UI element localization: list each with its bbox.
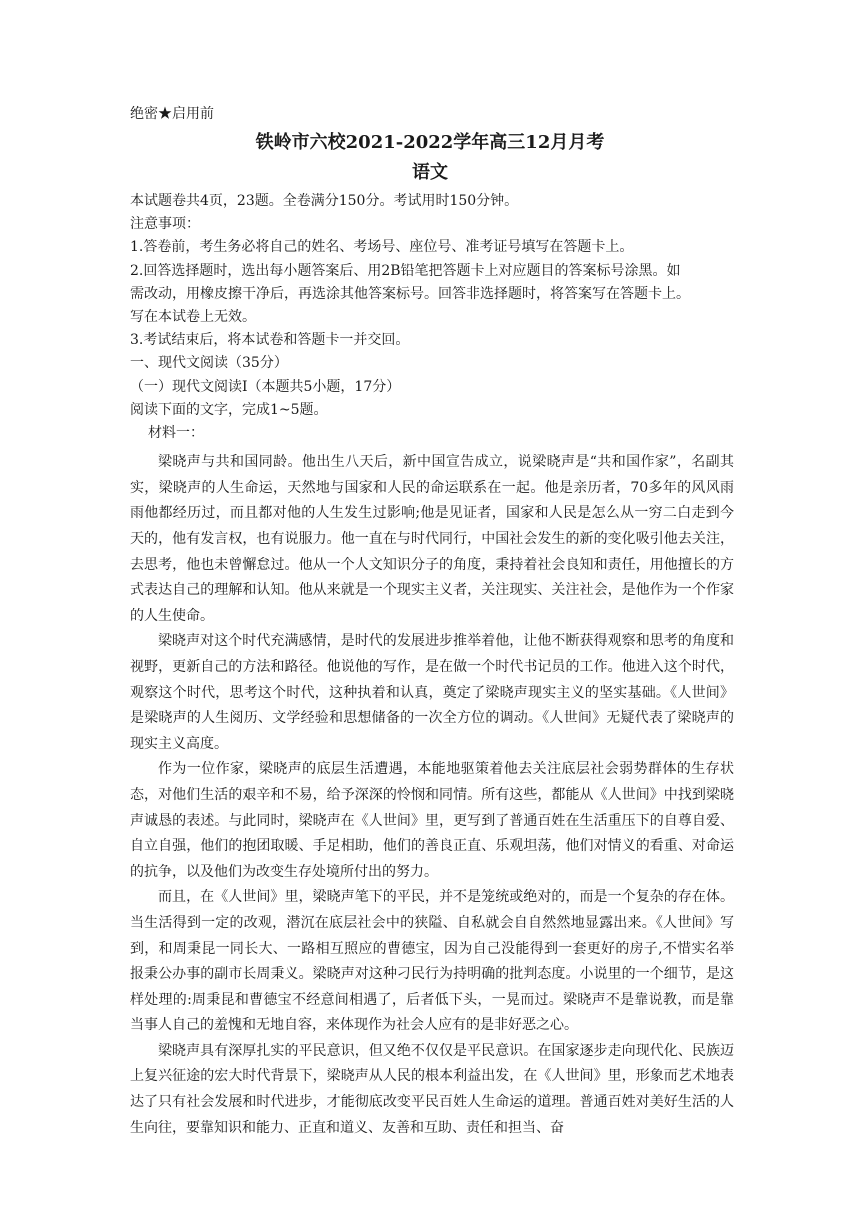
body-paragraph: 梁晓声对这个时代充满感情，是时代的发展进步推举着他，让他不断获得观察和思考的角度和视野，更新自己的方法和路径。他说他的写作，是在做一个时代书记员的工作。他进入这个时代，观察这个时代，思考这个时代，这种执着和认真，奠定了梁晓声现实主义的坚实基础。《人世间》是梁晓声的人生阅历、文学经验和思想储备的一次全方位的调动。《人世间》无疑代表了梁晓声的现实主义高度。 bbox=[130, 633, 734, 752]
confidential-mark: 绝密★启用前 bbox=[130, 106, 214, 122]
reading-prompt: 阅读下面的文字，完成1~5题。 bbox=[130, 401, 328, 418]
subsection-heading: （一）现代文阅读Ⅰ（本题共5小题，17分） bbox=[130, 378, 401, 395]
instruction-line: 1.答卷前，考生务必将自己的姓名、考场号、座位号、准考证号填写在答题卡上。 bbox=[130, 239, 634, 256]
body-paragraph: 作为一位作家，梁晓声的底层生活遭遇，本能地驱策着他去关注底层社会弱势群体的生存状态，对他们生活的艰辛和不易，给予深深的怜悯和同情。所有这些，都能从《人世间》中找到梁晓声诚恳的表述。与此同时，梁晓声在《人世间》里，更写到了普通百姓在生活重压下的自尊自爱、自立自强，他们的抱团取暖、手足相助，他们的善良正直、乐观坦荡，他们对情义的看重、对命运的抗争，以及他们为改变生存处境所付出的努力。 bbox=[130, 761, 734, 880]
instruction-line: 2.回答选择题时，选出每小题答案后、用2B铅笔把答题卡上对应题目的答案标号涂黑。如 bbox=[130, 262, 681, 279]
instruction-line: 3.考试结束后，将本试卷和答题卡一并交回。 bbox=[130, 332, 410, 349]
instruction-line: 本试题卷共4页，23题。全卷满分150分。考试用时150分钟。 bbox=[130, 193, 519, 209]
body-paragraph: 梁晓声与共和国同龄。他出生八天后，新中国宣告成立，说梁晓声是“共和国作家”，名副其实，梁晓声的人生命运，天然地与国家和人民的命运联系在一起。他是亲历者，70多年的风风雨雨他都经历过，而且都对他的人生发生过影响;他是见证者，国家和人民是怎么从一穷二白走到今天的，他有发言权，也有说服力。他一直在与时代同行，中国社会发生的新的变化吸引他去关注，去思考，他也未曾懈怠过。他从一个人文知识分子的角度，秉持着社会良知和责任，用他擅长的方式表达自己的理解和认知。他从来就是一个现实主义者，关注现实、关注社会，是他作为一个作家的人生使命。 bbox=[130, 454, 734, 624]
material-label: 材料一： bbox=[148, 425, 204, 442]
instruction-line: 写在本试卷上无效。 bbox=[130, 309, 256, 326]
instruction-line: 注意事项： bbox=[130, 216, 200, 233]
subject-title: 语文 bbox=[412, 162, 448, 183]
document-body bbox=[130, 190, 734, 1141]
instruction-line: 需改动，用橡皮擦干净后，再选涂其他答案标号。回答非选择题时，将答案写在答题卡上。 bbox=[130, 285, 690, 302]
body-paragraph: 梁晓声具有深厚扎实的平民意识，但又绝不仅仅是平民意识。在国家逐步走向现代化、民族迈上复兴征途的宏大时代背景下，梁晓声从人民的根本利益出发，在《人世间》里，形象而艺术地表达了只有社会发展和时代进步，才能彻底改变平民百姓人生命运的道理。普通百姓对美好生活的人生向往，要靠知识和能力、正直和道义、友善和互助、责任和担当、奋 bbox=[130, 1042, 734, 1136]
exam-title: 铁岭市六校2021-2022学年高三12月月考 bbox=[255, 132, 605, 153]
body-paragraph: 而且，在《人世间》里，梁晓声笔下的平民，并不是笼统或绝对的，而是一个复杂的存在体。当生活得到一定的改观，潜沉在底层社会中的狭隘、自私就会自自然然地显露出来。《人世间》写到，和周秉昆一同长大、一路相互照应的曹德宝，因为自己没能得到一套更好的房子,不惜实名举报秉公办事的副市长周秉义。梁晓声对这种刁民行为持明确的批判态度。小说里的一个细节，是这样处理的:周秉昆和曹德宝不经意间相遇了，后者低下头，一晃而过。梁晓声不是靠说教，而是靠当事人自己的羞愧和无地自容，来体现作为社会人应有的是非好恶之心。 bbox=[130, 889, 734, 1034]
section-heading: 一、现代文阅读（35分） bbox=[130, 355, 288, 372]
